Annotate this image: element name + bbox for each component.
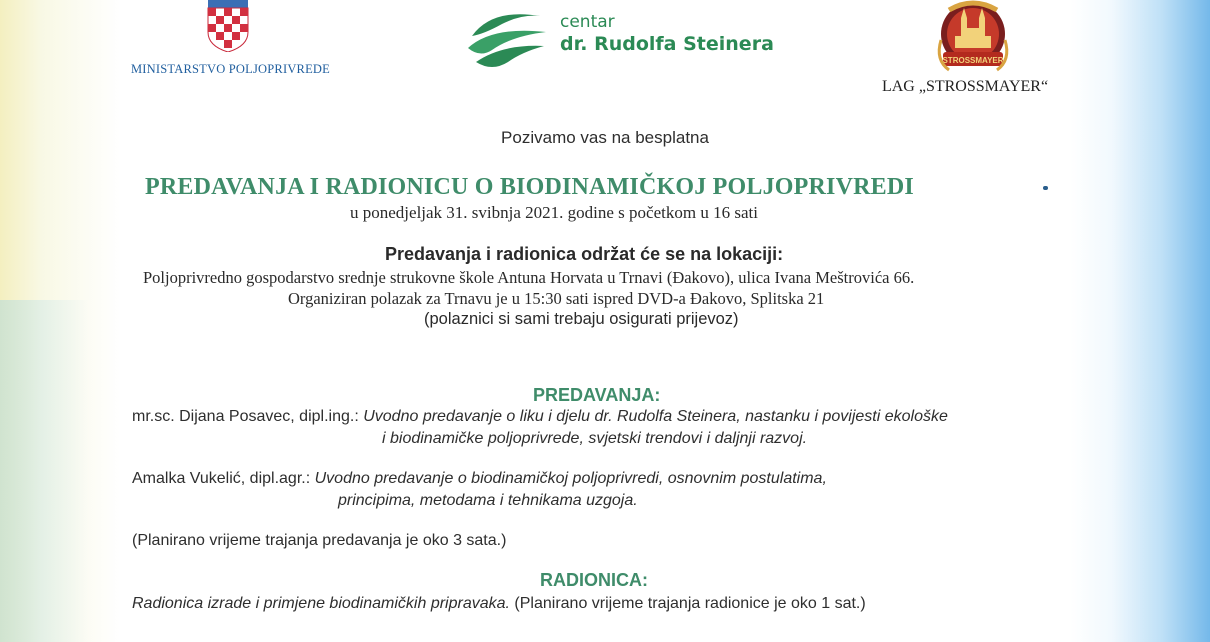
workshop-description: Radionica izrade i primjene biodinamičkih pripravaka. [132,595,515,612]
lecture-2-topic: Uvodno predavanje o biodinamičkoj poljoprivredi, osnovnim postulatima, [314,470,827,487]
lag-emblem-text: STROSSMAYER [942,56,1004,65]
lecture-1-topic-cont: i biodinamičke poljoprivrede, svjetski trendovi i daljnji razvoj. [382,430,808,447]
ministry-logo [118,0,343,85]
event-title: PREDAVANJA I RADIONICU O BIODINAMIČKOJ POLJOPRIVREDI [145,174,914,200]
workshop-line [132,595,866,613]
workshop-duration-note: (Planirano vrijeme trajanja radionice je oko 1 sat.) [514,595,866,612]
lecture-2-topic-cont: principima, metodama i tehnikama uzgoja. [338,492,638,509]
centar-logo [462,6,782,76]
lectures-heading: PREDAVANJA: [533,385,661,405]
lag-strossmayer-emblem-icon [925,0,1021,78]
ink-dot [1043,186,1048,190]
centar-swirl-icon [462,6,552,76]
location-address: Poljoprivredno gospodarstvo srednje strukovne škole Antuna Horvata u Trnavi (Đakovo), ulica Ivana Meštrovića 66. [143,268,915,287]
lecture-2 [132,470,827,488]
croatian-coat-of-arms-icon [206,0,250,52]
lecture-2-speaker: Amalka Vukelić, dipl.agr.: [132,470,315,487]
lag-name: LAG „STROSSMAYER“ [881,78,1049,95]
lag-logo [860,0,1080,110]
location-heading: Predavanja i radionica održat će se na lokaciji: [385,244,784,264]
event-date: u ponedjeljak 31. svibnja 2021. godine s početkom u 16 sati [350,203,758,222]
lecture-1-topic: Uvodno predavanje o liku i djelu dr. Rudolfa Steinera, nastanku i povijesti ekološke [363,408,948,425]
lectures-duration-note: (Planirano vrijeme trajanja predavanja je oko 3 sata.) [132,532,507,549]
centar-name: dr. Rudolfa Steinera [560,33,774,55]
workshop-heading: RADIONICA: [540,570,648,590]
invitation-intro: Pozivamo vas na besplatna [501,128,709,147]
lecture-1-speaker: mr.sc. Dijana Posavec, dipl.ing.: [132,408,364,425]
ministry-name: MINISTARSTVO POLJOPRIVREDE [130,62,330,76]
centar-label: centar [560,12,615,32]
location-departure: Organiziran polazak za Trnavu je u 15:30 sati ispred DVD-a Đakovo, Splitska 21 [288,289,825,308]
lecture-1 [132,408,948,426]
location-transport-note: (polaznici si sami trebaju osigurati prijevoz) [424,310,739,328]
